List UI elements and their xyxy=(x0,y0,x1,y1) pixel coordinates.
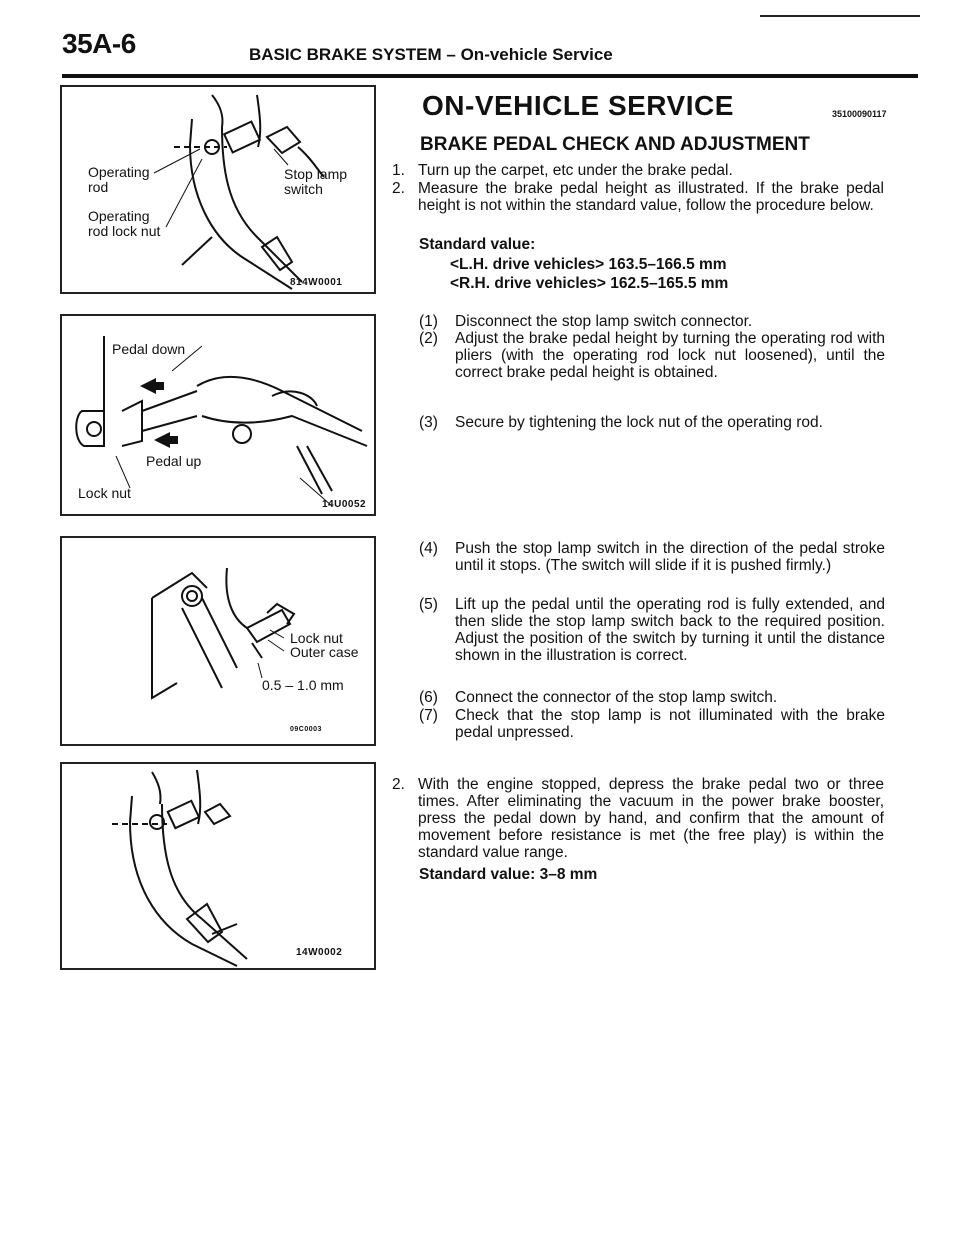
step-number: 1. xyxy=(392,162,405,179)
substep-number: (7) xyxy=(419,707,438,724)
substep-text: Push the stop lamp switch in the direction of the pedal stroke until it stops. (The switch will slide if it is pushed firmly.) xyxy=(455,540,885,574)
section-title: ON-VEHICLE SERVICE xyxy=(422,90,734,121)
substep-5 xyxy=(419,596,885,664)
label-outer-case: Outer case xyxy=(290,644,359,660)
standard-value-free-play: Standard value: 3–8 mm xyxy=(419,866,598,883)
page-header-title: BASIC BRAKE SYSTEM – On-vehicle Service xyxy=(249,45,613,64)
substep-text: Secure by tightening the lock nut of the operating rod. xyxy=(455,414,823,431)
substep-number: (6) xyxy=(419,689,438,706)
section-code: 35100090117 xyxy=(832,109,887,119)
label-pedal-up: Pedal up xyxy=(146,453,202,469)
step-text: With the engine stopped, depress the brake pedal two or three times. After eliminating the vacuum in the power brake booster, press the pedal down by hand, and confirm that the amount of movement before resistance is met (the free play) is within the standard value range. xyxy=(418,776,884,861)
page-section-code: 35A-6 xyxy=(62,28,136,59)
step-2 xyxy=(392,180,884,214)
step-text: Turn up the carpet, etc under the brake pedal. xyxy=(418,162,733,179)
subsection-title: BRAKE PEDAL CHECK AND ADJUSTMENT xyxy=(420,134,810,155)
figure-code: 09C0003 xyxy=(290,726,322,733)
label-pedal-down: Pedal down xyxy=(112,341,186,357)
label-lock-nut: Lock nut xyxy=(290,630,343,646)
figure-code: 14W0002 xyxy=(296,947,343,958)
substep-number: (2) xyxy=(419,330,438,347)
label-operating-rod: Operating rod xyxy=(88,164,150,195)
substep-text: Connect the connector of the stop lamp switch. xyxy=(455,689,778,706)
step-3 xyxy=(392,776,884,861)
label-operating-rod-lock-nut: Operating rod lock nut xyxy=(88,208,161,239)
figure-code: 814W0001 xyxy=(290,277,343,288)
substep-number: (4) xyxy=(419,540,438,557)
substep-2 xyxy=(419,330,885,381)
figure-free-play xyxy=(60,762,376,970)
substep-text: Disconnect the stop lamp switch connector. xyxy=(455,313,753,330)
free-play-illustration xyxy=(62,764,374,968)
label-lock-nut: Lock nut xyxy=(78,485,131,501)
standard-value-lh: <L.H. drive vehicles> 163.5–166.5 mm xyxy=(450,256,727,273)
substep-4 xyxy=(419,540,885,574)
figure-pedal-height xyxy=(60,85,376,294)
step-number: 2. xyxy=(392,776,405,793)
header-rule xyxy=(62,74,918,78)
standard-value-label: Standard value: xyxy=(419,236,536,253)
standard-value-rh: <R.H. drive vehicles> 162.5–165.5 mm xyxy=(450,275,729,292)
substep-text: Lift up the pedal until the operating rod is fully extended, and then slide the stop lamp switch back to the required position. Adjust the position of the switch by turning it until the distance shown in the illustration is correct. xyxy=(455,596,885,664)
substep-text: Check that the stop lamp is not illuminated with the brake pedal unpressed. xyxy=(455,707,885,741)
step-1 xyxy=(392,162,884,179)
substep-6 xyxy=(419,689,885,706)
substep-number: (5) xyxy=(419,596,438,613)
figure-code: 14U0052 xyxy=(322,499,367,510)
substep-1 xyxy=(419,313,885,330)
substep-3 xyxy=(419,414,885,431)
top-rule xyxy=(760,15,920,17)
step-text: Measure the brake pedal height as illustrated. If the brake pedal height is not within the standard value, follow the procedure below. xyxy=(418,180,884,214)
substep-number: (3) xyxy=(419,414,438,431)
substep-7 xyxy=(419,707,885,741)
step-number: 2. xyxy=(392,180,405,197)
figure-switch-clearance xyxy=(60,536,376,746)
substep-text: Adjust the brake pedal height by turning the operating rod with pliers (with the operating rod lock nut loosened), until the correct brake pedal height is obtained. xyxy=(455,330,885,381)
figure-pliers-adjustment xyxy=(60,314,376,516)
label-clearance: 0.5 – 1.0 mm xyxy=(262,677,344,693)
label-stop-lamp-switch: Stop lamp switch xyxy=(284,166,348,197)
substep-number: (1) xyxy=(419,313,438,330)
